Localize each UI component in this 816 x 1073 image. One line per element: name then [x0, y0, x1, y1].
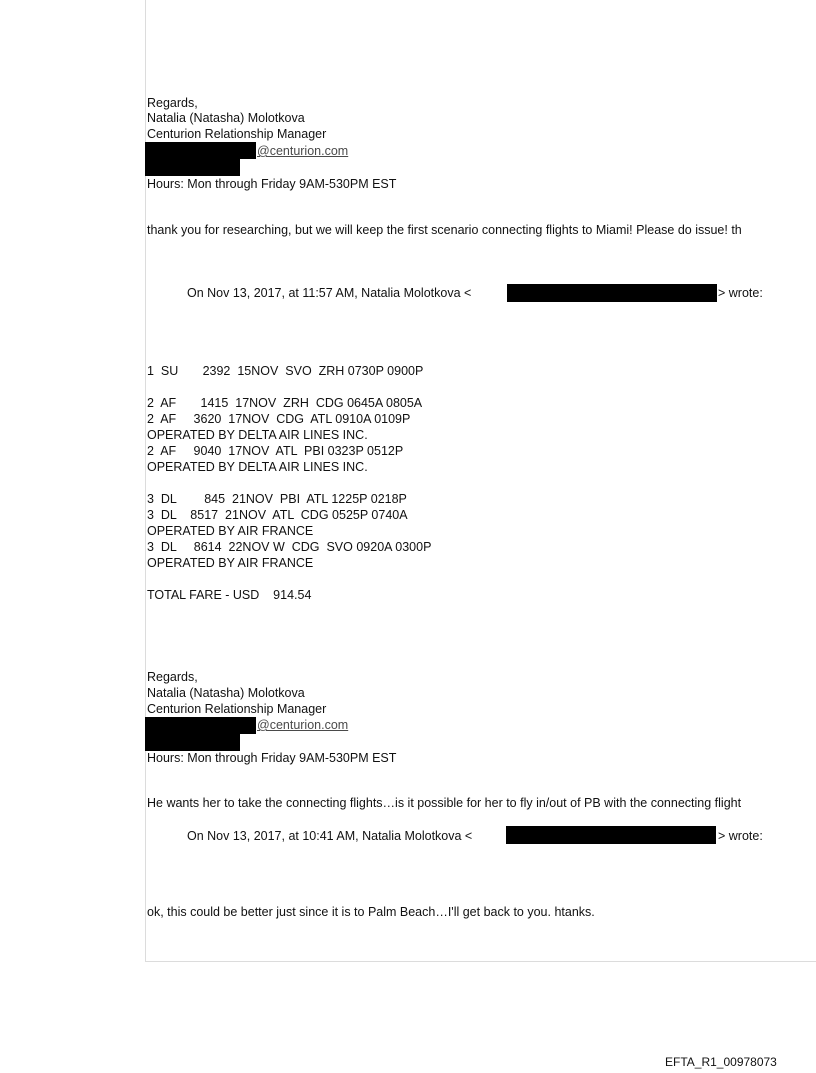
itinerary-line: OPERATED BY AIR FRANCE [147, 524, 314, 538]
signature-hours: Hours: Mon through Friday 9AM-530PM EST [147, 177, 397, 191]
redaction-block [145, 158, 240, 176]
itinerary-line: 3 DL 8614 22NOV W CDG SVO 0920A 0300P [147, 540, 432, 554]
itinerary-line: OPERATED BY DELTA AIR LINES INC. [147, 460, 368, 474]
redacted-email [506, 826, 716, 844]
itinerary-line: 2 AF 1415 17NOV ZRH CDG 0645A 0805A [147, 396, 423, 410]
itinerary-line: OPERATED BY AIR FRANCE [147, 556, 314, 570]
quote-header-prefix: On Nov 13, 2017, at 10:41 AM, Natalia Molotkova < [187, 829, 473, 843]
signature-title: Centurion Relationship Manager [147, 702, 327, 716]
message-text: thank you for researching, but we will keep the first scenario connecting flights to Miami! Please do issue! th [147, 223, 742, 237]
signature-title: Centurion Relationship Manager [147, 127, 327, 141]
message-text: He wants her to take the connecting flights…is it possible for her to fly in/out of PB with the connecting flight [147, 796, 742, 810]
itinerary-line: OPERATED BY DELTA AIR LINES INC. [147, 428, 368, 442]
signature-regards: Regards, [147, 670, 198, 684]
itinerary-line: 2 AF 9040 17NOV ATL PBI 0323P 0512P [147, 444, 404, 458]
redacted-email [507, 284, 717, 302]
itinerary-line: 3 DL 8517 21NOV ATL CDG 0525P 0740A [147, 508, 408, 522]
signature-hours: Hours: Mon through Friday 9AM-530PM EST [147, 751, 397, 765]
redaction-block [145, 733, 240, 751]
quote-header-prefix: On Nov 13, 2017, at 11:57 AM, Natalia Molotkova < [187, 286, 472, 300]
itinerary-line: 1 SU 2392 15NOV SVO ZRH 0730P 0900P [147, 364, 424, 378]
itinerary-line: 2 AF 3620 17NOV CDG ATL 0910A 0109P [147, 412, 411, 426]
message-text: ok, this could be better just since it is to Palm Beach…I'll get back to you. htanks. [147, 905, 595, 919]
signature-email-link[interactable]: @centurion.com [257, 718, 349, 732]
redaction-block [145, 142, 256, 159]
signature-regards: Regards, [147, 96, 198, 110]
total-fare: TOTAL FARE - USD 914.54 [147, 588, 312, 602]
quote-header-suffix: > wrote: [718, 829, 763, 843]
signature-email-link[interactable]: @centurion.com [257, 144, 349, 158]
signature-name: Natalia (Natasha) Molotkova [147, 686, 305, 700]
redaction-block [145, 717, 256, 734]
document-id: EFTA_R1_00978073 [665, 1055, 777, 1069]
signature-name: Natalia (Natasha) Molotkova [147, 111, 305, 125]
quote-header-suffix: > wrote: [718, 286, 763, 300]
itinerary-line: 3 DL 845 21NOV PBI ATL 1225P 0218P [147, 492, 407, 506]
